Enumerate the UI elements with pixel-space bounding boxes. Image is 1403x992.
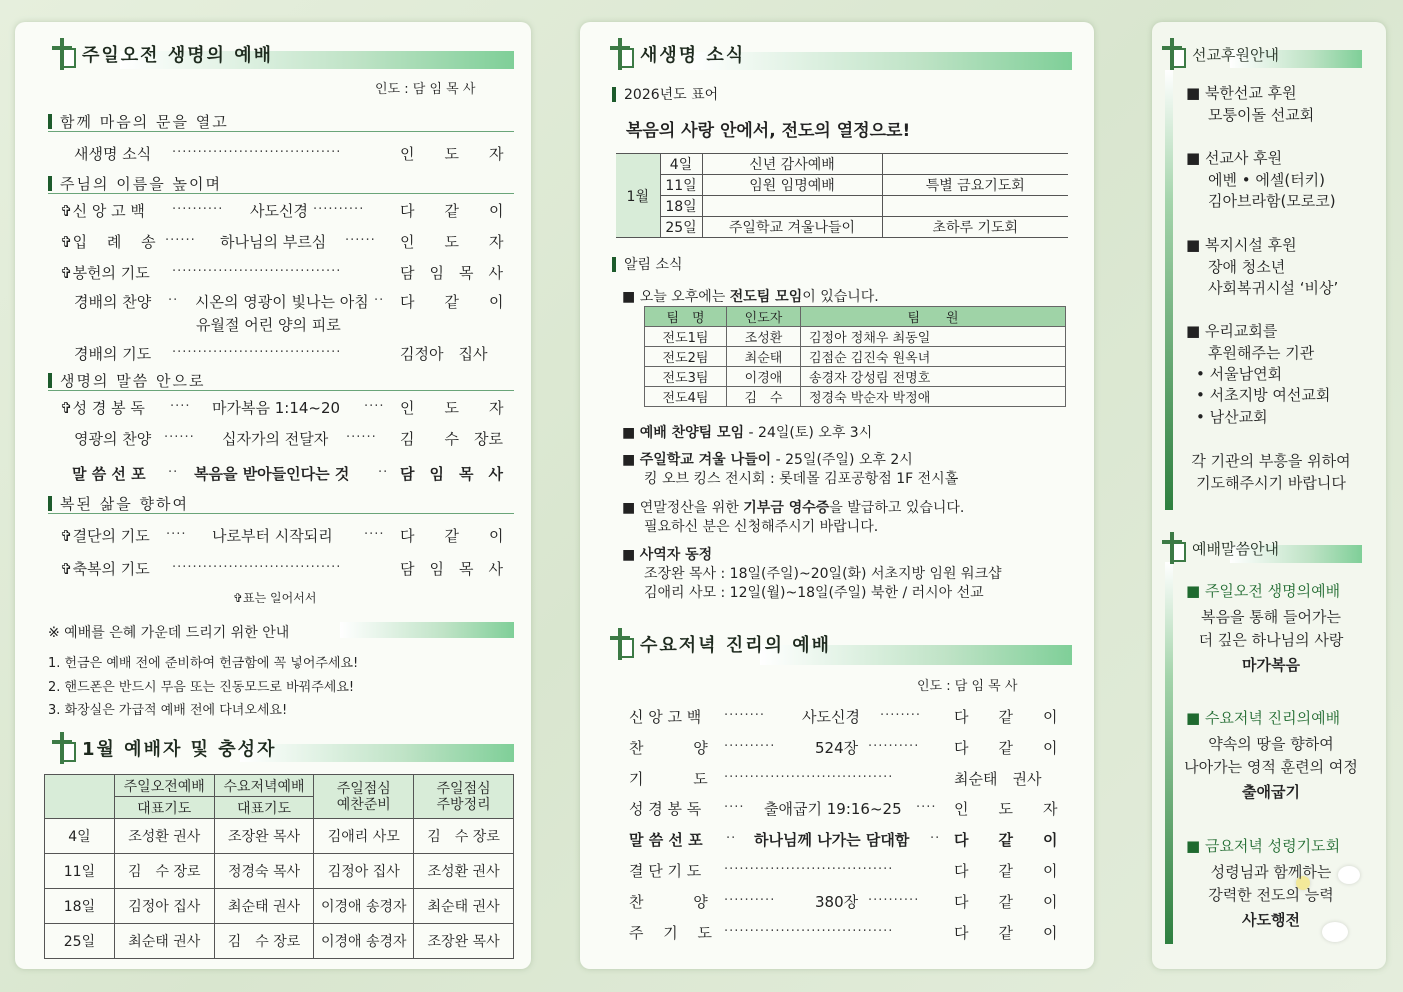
cross-icon [50, 732, 76, 764]
guide-item: 3. 화장실은 가급적 예배 전에 다녀오세요! [48, 703, 288, 718]
order-name: 신 앙 고 백 [629, 708, 702, 726]
order-role: 다 같 이 [954, 924, 1058, 942]
notice-detail: 조장완 목사 : 18일(주일)~20일(화) 서초지방 임원 워크샵 [644, 566, 1002, 582]
section-heading: 생명의 말씀 안으로 [48, 370, 205, 391]
news-title: 새생명 소식 [608, 42, 765, 66]
notice-detail: 킹 오브 킹스 전시회 : 롯데몰 김포공항점 1F 전시홀 [644, 471, 959, 487]
order-detail: 시온의 영광이 빛나는 아침 [195, 293, 369, 311]
order-name: 주 기 도 [629, 924, 713, 942]
notice-label: 알림 소식 [612, 254, 683, 274]
table-row: 18일 김정아 집사 최순태 권사 이경애 송경자 최순태 권사 [45, 889, 514, 924]
sermon-book: 마가복음 [1242, 656, 1300, 674]
guide-item: 1. 헌금은 예배 전에 준비하여 헌금함에 꼭 넣어주세요! [48, 656, 359, 671]
order-role: 다 같 이 [400, 202, 504, 220]
order-role: 인 도 자 [400, 399, 504, 417]
order-name: ✞축복의 기도 [60, 560, 150, 578]
order-name: 성 경 봉 독 [629, 800, 702, 818]
wed-title: 수요저녁 진리의 예배 [608, 632, 851, 656]
notice-item: ■ 주일학교 겨울 나들이 - 25일(주일) 오후 2시 [622, 452, 913, 468]
mission-closing: 각 기관의 부흥을 위하여 [1191, 452, 1351, 470]
order-detail: 마가복음 1:14~20 [212, 399, 341, 417]
table-row: 25일 최순태 권사 김 수 장로 이경애 송경자 조장완 목사 [45, 924, 514, 959]
col-subheader: 대표기도 [114, 797, 214, 819]
section-heading: 복된 삶을 향하여 [48, 493, 189, 514]
motto: 복음의 사랑 안에서, 전도의 열정으로! [626, 121, 911, 141]
notice-item: ■ 오늘 오후에는 전도팀 모임이 있습니다. [622, 289, 879, 305]
order-name: 경배의 찬양 [74, 293, 152, 311]
cross-icon [608, 628, 634, 660]
order-detail: 복음을 받아들인다는 것 [194, 465, 350, 483]
sermon-heading: ■ 주일오전 생명의예배 [1186, 582, 1341, 600]
worship-leader: 인도 : 담 임 목 사 [375, 82, 476, 97]
notice-item: ■ 사역자 동정 [622, 547, 713, 563]
order-role: 다 같 이 [954, 831, 1058, 849]
order-name: 결 단 기 도 [629, 862, 702, 880]
order-role: 인 도 자 [400, 233, 504, 251]
sermon-heading: ■ 금요저녁 성령기도회 [1186, 837, 1341, 855]
servers-table [44, 774, 514, 959]
order-name: 새생명 소식 [74, 145, 152, 163]
mission-heading: ■ 우리교회를 [1186, 322, 1278, 340]
order-detail: 나로부터 시작되리 [212, 527, 333, 545]
side-bar [1165, 562, 1173, 944]
order-role: 김 수 장로 [400, 430, 503, 448]
order-name: 말 씀 선 포 [72, 465, 146, 483]
order-name: ✞입 례 송 [60, 233, 156, 251]
order-name: ✞결단의 기도 [60, 527, 150, 545]
side-bar [1165, 70, 1173, 510]
order-role: 다 같 이 [954, 708, 1058, 726]
order-role: 다 같 이 [400, 527, 504, 545]
sermon-book: 사도행전 [1242, 911, 1300, 929]
order-role: 다 같 이 [954, 739, 1058, 757]
order-name: ✞신 앙 고 백 [60, 202, 145, 220]
order-role: 담 임 목 사 [400, 264, 503, 282]
cross-icon [50, 38, 76, 70]
cross-icon [1160, 38, 1186, 70]
table-row: 전도3팀 이경애 송경자 강성림 전명호 [645, 367, 1066, 387]
order-detail: 하나님의 부르심 [220, 233, 327, 251]
section-heading: 함께 마음의 문을 열고 [48, 111, 229, 132]
worship-title: 주일오전 생명의 예배 [50, 42, 293, 66]
order-name: 기 도 [629, 770, 708, 788]
month-label: 1월 [616, 154, 660, 238]
order-detail: 380장 [815, 893, 859, 911]
order-role: 김정아 집사 [400, 345, 488, 363]
col-header: 주일점심 예찬준비 [314, 775, 414, 819]
wed-leader: 인도 : 담 임 목 사 [917, 679, 1018, 694]
order-detail: 출애굽기 19:16~25 [764, 800, 902, 818]
sermon-title: 예배말씀안내 [1160, 536, 1299, 560]
mission-heading: ■ 복지시설 후원 [1186, 236, 1297, 254]
order-detail: 유월절 어린 양의 피로 [196, 316, 341, 334]
order-name: 말 씀 선 포 [629, 831, 703, 849]
order-role: 담 임 목 사 [400, 465, 503, 483]
section-heading: 주님의 이름을 높이며 [48, 173, 222, 194]
cross-icon [1160, 532, 1186, 564]
order-name: ✞성 경 봉 독 [60, 399, 145, 417]
col-header: 주일오전예배 [114, 775, 214, 797]
order-name: 경배의 기도 [74, 345, 152, 363]
col-header: 주일점심 주방정리 [414, 775, 514, 819]
order-role: 담 임 목 사 [400, 560, 503, 578]
order-detail: 524장 [815, 739, 859, 757]
order-detail: 십자가의 전달자 [222, 430, 329, 448]
order-name: 찬 양 [629, 893, 708, 911]
order-role: 다 같 이 [954, 893, 1058, 911]
notice-detail: 필요하신 분은 신청해주시기 바랍니다. [644, 519, 879, 535]
order-name: 찬 양 [629, 739, 708, 757]
guide-title: ※ 예배를 은혜 가운데 드리기 위한 안내 [48, 625, 290, 641]
team-table: 팀 명 인도자 팀 원 전도1팀 조성환 김정아 정채우 최동일 전도2팀 최순태 김점순 김진숙 원옥녀 전도3팀 이경애 송경자 강성림 전명호 전도4팀 김 수 정경숙 박순자 박정애 [644, 306, 1066, 407]
order-name: 영광의 찬양 [74, 430, 152, 448]
order-role: 다 같 이 [954, 862, 1058, 880]
notice-item: ■ 예배 찬양팀 모임 - 24일(토) 오후 3시 [622, 425, 873, 441]
mission-heading: ■ 북한선교 후원 [1186, 84, 1297, 102]
guide-item: 2. 핸드폰은 반드시 무음 또는 진동모드로 바꿔주세요! [48, 680, 355, 695]
notice-item: ■ 연말정산을 위한 기부금 영수증을 발급하고 있습니다. [622, 500, 965, 516]
mission-title: 선교후원안내 [1160, 42, 1299, 66]
order-name: ✞봉헌의 기도 [60, 264, 150, 282]
mission-closing: 기도해주시기 바랍니다 [1196, 474, 1346, 492]
table-row: 11일 김 수 장로 정경숙 목사 김정아 집사 조성환 권사 [45, 854, 514, 889]
motto-label: 2026년도 표어 [612, 84, 718, 104]
mission-heading: ■ 선교사 후원 [1186, 149, 1283, 167]
table-row: 전도2팀 최순태 김점순 김진숙 원옥녀 [645, 347, 1066, 367]
servers-title: 1월 예배자 및 충성자 [50, 736, 296, 760]
col-header: 수요저녁예배 [214, 775, 314, 797]
order-detail: 하나님께 나가는 담대함 [754, 831, 910, 849]
table-row: 전도1팀 조성환 김정아 정채우 최동일 [645, 327, 1066, 347]
table-row: 전도4팀 김 수 정경숙 박순자 박정애 [645, 387, 1066, 407]
stand-note: ✞표는 일어서서 [233, 591, 317, 605]
col-subheader: 대표기도 [214, 797, 314, 819]
order-role: 인 도 자 [954, 800, 1058, 818]
order-detail: 사도신경 [250, 202, 308, 220]
calendar-table: 1월 4일 신년 감사예배 11일 임원 임명예배 특별 금요기도회 18일 25일 주일학교 겨울나들이 초하루 기도회 [616, 153, 1068, 238]
notice-detail: 김애리 사모 : 12일(월)~18일(주일) 북한 / 러시아 선교 [644, 585, 984, 601]
cross-icon [608, 38, 634, 70]
order-detail: 사도신경 [802, 708, 860, 726]
order-role: 최순태 권사 [954, 770, 1042, 788]
order-role: 다 같 이 [400, 293, 504, 311]
table-row: 4일 조성환 권사 조장완 목사 김애리 사모 김 수 장로 [45, 819, 514, 854]
sermon-heading: ■ 수요저녁 진리의예배 [1186, 709, 1341, 727]
sermon-book: 출애굽기 [1242, 783, 1300, 801]
order-role: 인 도 자 [400, 145, 504, 163]
